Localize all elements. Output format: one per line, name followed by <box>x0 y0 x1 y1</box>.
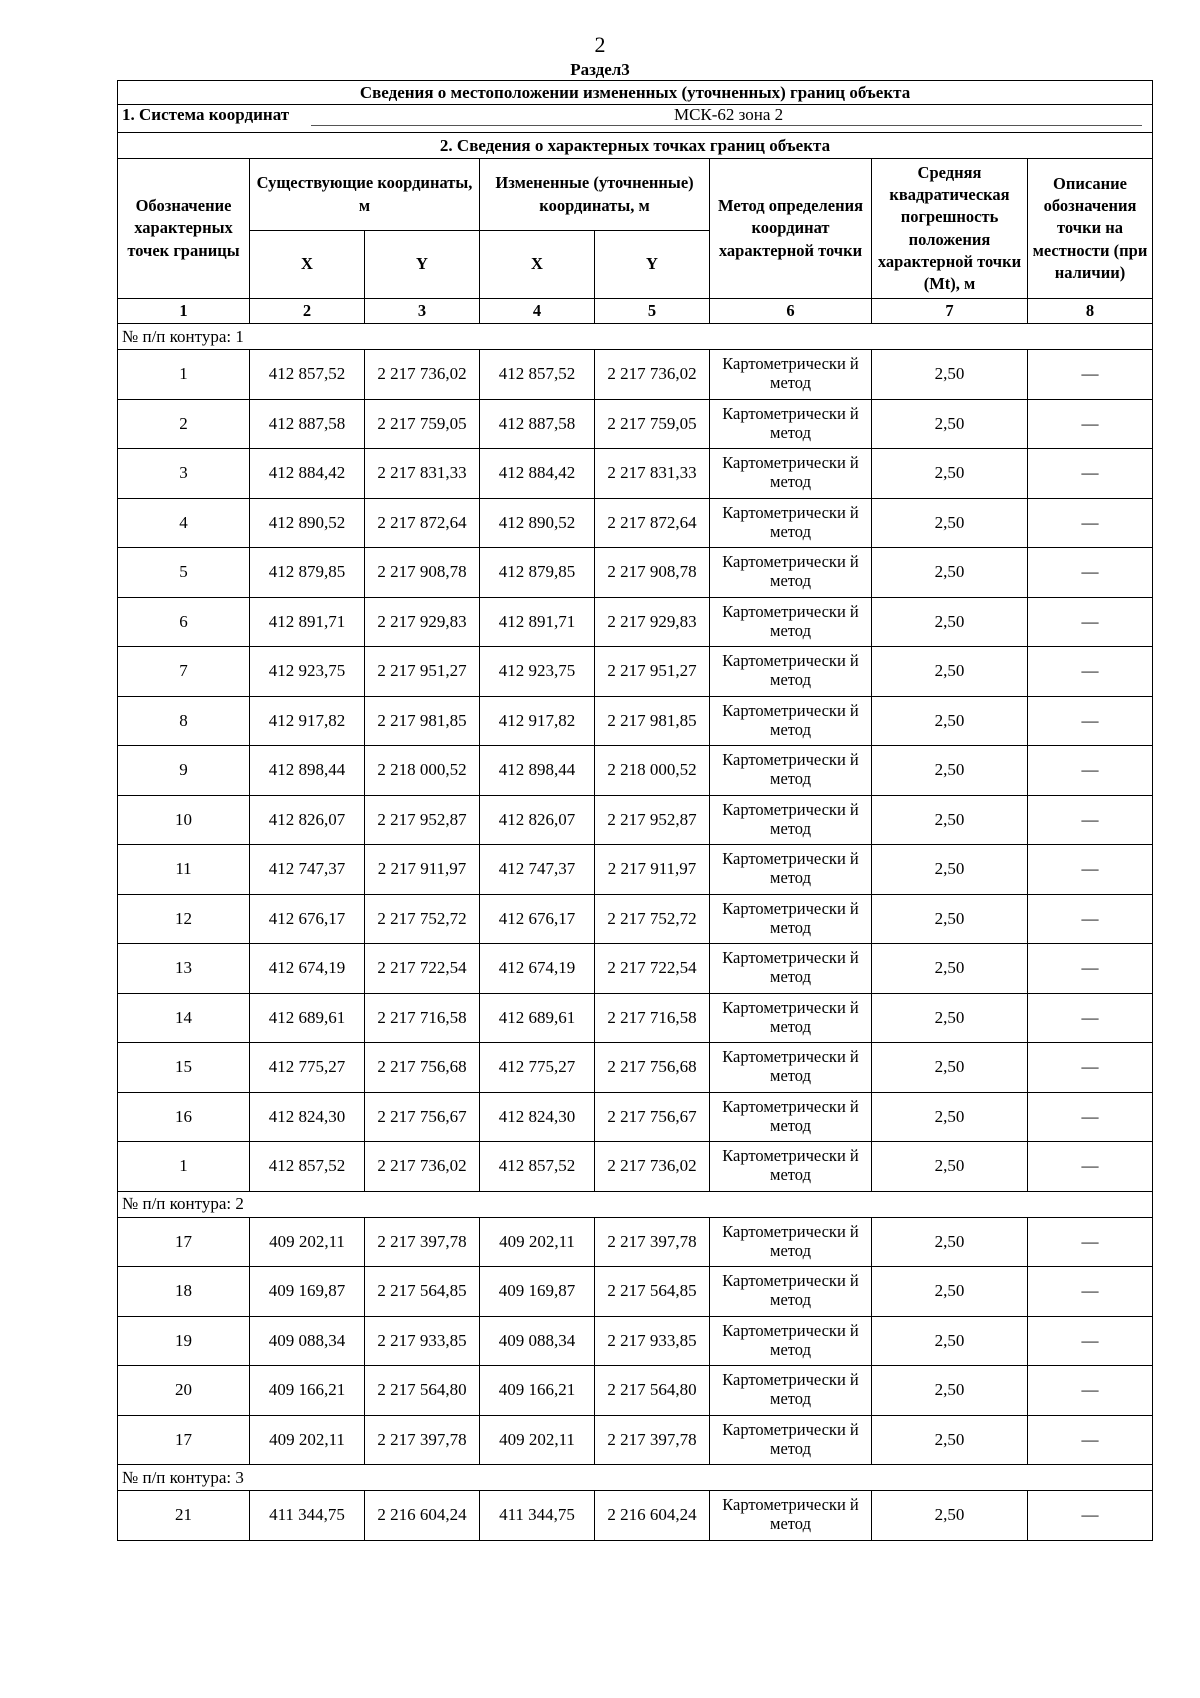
contour-row <box>118 1465 1153 1491</box>
description-cell: — <box>1028 1366 1153 1416</box>
existing-x: 412 887,58 <box>250 399 365 449</box>
point-number: 12 <box>118 894 250 944</box>
description-cell: — <box>1028 1415 1153 1465</box>
description-cell: — <box>1028 1491 1153 1541</box>
column-number: 7 <box>872 299 1028 324</box>
changed-x: 412 689,61 <box>480 993 595 1043</box>
existing-x: 412 879,85 <box>250 548 365 598</box>
point-number: 14 <box>118 993 250 1043</box>
point-number: 15 <box>118 1043 250 1093</box>
table-row <box>118 449 1153 499</box>
changed-x: 412 898,44 <box>480 746 595 796</box>
changed-x: 412 887,58 <box>480 399 595 449</box>
method-cell: Картометрически й метод <box>710 1142 872 1192</box>
changed-x: 412 826,07 <box>480 795 595 845</box>
changed-y: 2 217 736,02 <box>595 350 710 400</box>
existing-x: 412 898,44 <box>250 746 365 796</box>
column-number: 1 <box>118 299 250 324</box>
existing-y: 2 217 736,02 <box>365 1142 480 1192</box>
existing-x: 412 890,52 <box>250 498 365 548</box>
table-row <box>118 1366 1153 1416</box>
changed-x: 412 857,52 <box>480 1142 595 1192</box>
changed-y: 2 217 831,33 <box>595 449 710 499</box>
method-cell: Картометрически й метод <box>710 449 872 499</box>
table-row <box>118 894 1153 944</box>
changed-x: 412 824,30 <box>480 1092 595 1142</box>
existing-y: 2 218 000,52 <box>365 746 480 796</box>
contour-label: № п/п контура: 2 <box>118 1191 1153 1217</box>
method-cell: Картометрически й метод <box>710 350 872 400</box>
existing-y: 2 217 564,80 <box>365 1366 480 1416</box>
existing-x: 412 923,75 <box>250 647 365 697</box>
point-number: 7 <box>118 647 250 697</box>
mt-value: 2,50 <box>872 944 1028 994</box>
method-cell: Картометрически й метод <box>710 1043 872 1093</box>
changed-x: 412 879,85 <box>480 548 595 598</box>
description-cell: — <box>1028 1092 1153 1142</box>
mt-value: 2,50 <box>872 1092 1028 1142</box>
section-title: Раздел3 <box>570 60 630 79</box>
existing-x: 409 202,11 <box>250 1415 365 1465</box>
description-cell: — <box>1028 498 1153 548</box>
point-number: 6 <box>118 597 250 647</box>
description-cell: — <box>1028 696 1153 746</box>
changed-y: 2 217 908,78 <box>595 548 710 598</box>
changed-y: 2 217 722,54 <box>595 944 710 994</box>
mt-value: 2,50 <box>872 1267 1028 1317</box>
point-number: 16 <box>118 1092 250 1142</box>
mt-value: 2,50 <box>872 1217 1028 1267</box>
description-cell: — <box>1028 647 1153 697</box>
existing-x: 412 857,52 <box>250 350 365 400</box>
description-cell: — <box>1028 449 1153 499</box>
point-number: 13 <box>118 944 250 994</box>
changed-y: 2 217 564,85 <box>595 1267 710 1317</box>
header-y-existing: Y <box>365 231 480 299</box>
table-row <box>118 746 1153 796</box>
point-number: 17 <box>118 1415 250 1465</box>
point-number: 5 <box>118 548 250 598</box>
existing-y: 2 217 716,58 <box>365 993 480 1043</box>
boundary-table <box>117 80 1153 1541</box>
existing-y: 2 217 722,54 <box>365 944 480 994</box>
changed-x: 409 202,11 <box>480 1415 595 1465</box>
description-cell: — <box>1028 548 1153 598</box>
mt-value: 2,50 <box>872 647 1028 697</box>
point-number: 17 <box>118 1217 250 1267</box>
changed-y: 2 216 604,24 <box>595 1491 710 1541</box>
existing-y: 2 217 908,78 <box>365 548 480 598</box>
mt-value: 2,50 <box>872 696 1028 746</box>
description-cell: — <box>1028 944 1153 994</box>
point-number: 1 <box>118 1142 250 1192</box>
existing-y: 2 217 759,05 <box>365 399 480 449</box>
table-row <box>118 845 1153 895</box>
point-number: 21 <box>118 1491 250 1541</box>
changed-x: 409 169,87 <box>480 1267 595 1317</box>
page-number: 2 <box>594 32 606 57</box>
table-row <box>118 944 1153 994</box>
changed-y: 2 217 716,58 <box>595 993 710 1043</box>
mt-value: 2,50 <box>872 1491 1028 1541</box>
existing-x: 412 747,37 <box>250 845 365 895</box>
column-number: 4 <box>480 299 595 324</box>
changed-y: 2 217 933,85 <box>595 1316 710 1366</box>
mt-value: 2,50 <box>872 350 1028 400</box>
description-cell: — <box>1028 1217 1153 1267</box>
existing-y: 2 217 756,68 <box>365 1043 480 1093</box>
header-point-designation: Обозначение характерных точек границы <box>118 159 250 299</box>
existing-x: 409 166,21 <box>250 1366 365 1416</box>
method-cell: Картометрически й метод <box>710 696 872 746</box>
changed-x: 412 884,42 <box>480 449 595 499</box>
method-cell: Картометрически й метод <box>710 1217 872 1267</box>
existing-y: 2 217 736,02 <box>365 350 480 400</box>
changed-y: 2 217 952,87 <box>595 795 710 845</box>
changed-y: 2 217 981,85 <box>595 696 710 746</box>
mt-value: 2,50 <box>872 449 1028 499</box>
description-cell: — <box>1028 1316 1153 1366</box>
point-number: 1 <box>118 350 250 400</box>
existing-x: 411 344,75 <box>250 1491 365 1541</box>
description-cell: — <box>1028 746 1153 796</box>
table-row <box>118 498 1153 548</box>
mt-value: 2,50 <box>872 795 1028 845</box>
coord-system-label: 1. Система координат <box>122 105 290 124</box>
coord-system-row <box>118 105 1153 133</box>
method-cell: Картометрически й метод <box>710 647 872 697</box>
method-cell: Картометрически й метод <box>710 795 872 845</box>
mt-value: 2,50 <box>872 845 1028 895</box>
description-cell: — <box>1028 399 1153 449</box>
table-row <box>118 696 1153 746</box>
existing-x: 412 891,71 <box>250 597 365 647</box>
table-row <box>118 1217 1153 1267</box>
method-cell: Картометрически й метод <box>710 498 872 548</box>
existing-y: 2 217 564,85 <box>365 1267 480 1317</box>
changed-y: 2 217 397,78 <box>595 1415 710 1465</box>
method-cell: Картометрически й метод <box>710 845 872 895</box>
point-number: 19 <box>118 1316 250 1366</box>
changed-x: 412 923,75 <box>480 647 595 697</box>
existing-x: 412 884,42 <box>250 449 365 499</box>
table-row <box>118 647 1153 697</box>
header-changed-coords: Измененные (уточненные) координаты, м <box>480 159 710 231</box>
existing-x: 412 826,07 <box>250 795 365 845</box>
changed-y: 2 217 951,27 <box>595 647 710 697</box>
contour-row <box>118 1191 1153 1217</box>
existing-y: 2 216 604,24 <box>365 1491 480 1541</box>
existing-x: 409 169,87 <box>250 1267 365 1317</box>
method-cell: Картометрически й метод <box>710 746 872 796</box>
changed-y: 2 217 756,68 <box>595 1043 710 1093</box>
existing-y: 2 217 831,33 <box>365 449 480 499</box>
changed-y: 2 217 759,05 <box>595 399 710 449</box>
changed-x: 409 202,11 <box>480 1217 595 1267</box>
table-row <box>118 795 1153 845</box>
method-cell: Картометрически й метод <box>710 1366 872 1416</box>
mt-value: 2,50 <box>872 1415 1028 1465</box>
method-cell: Картометрически й метод <box>710 1092 872 1142</box>
existing-y: 2 217 872,64 <box>365 498 480 548</box>
contour-label: № п/п контура: 1 <box>118 324 1153 350</box>
method-cell: Картометрически й метод <box>710 1491 872 1541</box>
changed-y: 2 217 752,72 <box>595 894 710 944</box>
table-row <box>118 399 1153 449</box>
existing-y: 2 217 911,97 <box>365 845 480 895</box>
table-row <box>118 597 1153 647</box>
changed-y: 2 217 564,80 <box>595 1366 710 1416</box>
existing-x: 412 857,52 <box>250 1142 365 1192</box>
mt-value: 2,50 <box>872 597 1028 647</box>
table-row <box>118 1415 1153 1465</box>
existing-y: 2 217 752,72 <box>365 894 480 944</box>
mt-value: 2,50 <box>872 1366 1028 1416</box>
changed-y: 2 217 929,83 <box>595 597 710 647</box>
existing-x: 412 775,27 <box>250 1043 365 1093</box>
table-row <box>118 1267 1153 1317</box>
point-number: 20 <box>118 1366 250 1416</box>
mt-value: 2,50 <box>872 894 1028 944</box>
changed-x: 412 891,71 <box>480 597 595 647</box>
description-cell: — <box>1028 993 1153 1043</box>
header-method: Метод определения координат характерной точки <box>710 159 872 299</box>
table-row <box>118 1092 1153 1142</box>
mt-value: 2,50 <box>872 993 1028 1043</box>
column-number: 8 <box>1028 299 1153 324</box>
description-cell: — <box>1028 845 1153 895</box>
mt-value: 2,50 <box>872 548 1028 598</box>
method-cell: Картометрически й метод <box>710 944 872 994</box>
description-cell: — <box>1028 350 1153 400</box>
mt-value: 2,50 <box>872 1142 1028 1192</box>
changed-y: 2 217 736,02 <box>595 1142 710 1192</box>
existing-y: 2 217 397,78 <box>365 1217 480 1267</box>
method-cell: Картометрически й метод <box>710 597 872 647</box>
changed-x: 412 775,27 <box>480 1043 595 1093</box>
table-row <box>118 350 1153 400</box>
description-cell: — <box>1028 894 1153 944</box>
mt-value: 2,50 <box>872 746 1028 796</box>
column-number: 2 <box>250 299 365 324</box>
changed-y: 2 217 756,67 <box>595 1092 710 1142</box>
changed-x: 411 344,75 <box>480 1491 595 1541</box>
existing-x: 412 674,19 <box>250 944 365 994</box>
description-cell: — <box>1028 1043 1153 1093</box>
column-number: 5 <box>595 299 710 324</box>
existing-x: 412 676,17 <box>250 894 365 944</box>
table-row <box>118 993 1153 1043</box>
existing-y: 2 217 397,78 <box>365 1415 480 1465</box>
table-row <box>118 1142 1153 1192</box>
changed-y: 2 217 911,97 <box>595 845 710 895</box>
existing-x: 409 202,11 <box>250 1217 365 1267</box>
changed-y: 2 217 872,64 <box>595 498 710 548</box>
method-cell: Картометрически й метод <box>710 548 872 598</box>
method-cell: Картометрически й метод <box>710 1316 872 1366</box>
contour-label: № п/п контура: 3 <box>118 1465 1153 1491</box>
table-row <box>118 1043 1153 1093</box>
header-x-changed: X <box>480 231 595 299</box>
column-number: 3 <box>365 299 480 324</box>
changed-x: 409 088,34 <box>480 1316 595 1366</box>
existing-y: 2 217 933,85 <box>365 1316 480 1366</box>
method-cell: Картометрически й метод <box>710 1267 872 1317</box>
table-title: Сведения о местоположении измененных (уточненных) границ объекта <box>118 81 1153 105</box>
changed-x: 412 857,52 <box>480 350 595 400</box>
table-row <box>118 1491 1153 1541</box>
existing-x: 409 088,34 <box>250 1316 365 1366</box>
changed-x: 409 166,21 <box>480 1366 595 1416</box>
changed-x: 412 676,17 <box>480 894 595 944</box>
description-cell: — <box>1028 1267 1153 1317</box>
description-cell: — <box>1028 795 1153 845</box>
mt-value: 2,50 <box>872 498 1028 548</box>
existing-x: 412 824,30 <box>250 1092 365 1142</box>
method-cell: Картометрически й метод <box>710 1415 872 1465</box>
changed-x: 412 890,52 <box>480 498 595 548</box>
header-x-existing: X <box>250 231 365 299</box>
header-description: Описание обозначения точки на местности (при наличии) <box>1028 159 1153 299</box>
point-number: 2 <box>118 399 250 449</box>
changed-x: 412 674,19 <box>480 944 595 994</box>
point-number: 9 <box>118 746 250 796</box>
coord-system-value: МСК-62 зона 2 <box>311 105 1142 126</box>
mt-value: 2,50 <box>872 399 1028 449</box>
method-cell: Картометрически й метод <box>710 399 872 449</box>
existing-x: 412 689,61 <box>250 993 365 1043</box>
point-number: 10 <box>118 795 250 845</box>
mt-value: 2,50 <box>872 1043 1028 1093</box>
existing-y: 2 217 951,27 <box>365 647 480 697</box>
table-row <box>118 548 1153 598</box>
points-title: 2. Сведения о характерных точках границ объекта <box>118 133 1153 159</box>
method-cell: Картометрически й метод <box>710 894 872 944</box>
point-number: 4 <box>118 498 250 548</box>
changed-y: 2 218 000,52 <box>595 746 710 796</box>
table-row <box>118 1316 1153 1366</box>
contour-row <box>118 324 1153 350</box>
column-number: 6 <box>710 299 872 324</box>
changed-x: 412 747,37 <box>480 845 595 895</box>
changed-y: 2 217 397,78 <box>595 1217 710 1267</box>
existing-x: 412 917,82 <box>250 696 365 746</box>
existing-y: 2 217 952,87 <box>365 795 480 845</box>
point-number: 18 <box>118 1267 250 1317</box>
header-y-changed: Y <box>595 231 710 299</box>
existing-y: 2 217 929,83 <box>365 597 480 647</box>
method-cell: Картометрически й метод <box>710 993 872 1043</box>
description-cell: — <box>1028 1142 1153 1192</box>
header-existing-coords: Существующие координаты, м <box>250 159 480 231</box>
header-error: Средняя квадратическая погрешность положения характерной точки (Mt), м <box>872 159 1028 299</box>
changed-x: 412 917,82 <box>480 696 595 746</box>
existing-y: 2 217 756,67 <box>365 1092 480 1142</box>
point-number: 11 <box>118 845 250 895</box>
description-cell: — <box>1028 597 1153 647</box>
point-number: 8 <box>118 696 250 746</box>
existing-y: 2 217 981,85 <box>365 696 480 746</box>
mt-value: 2,50 <box>872 1316 1028 1366</box>
point-number: 3 <box>118 449 250 499</box>
